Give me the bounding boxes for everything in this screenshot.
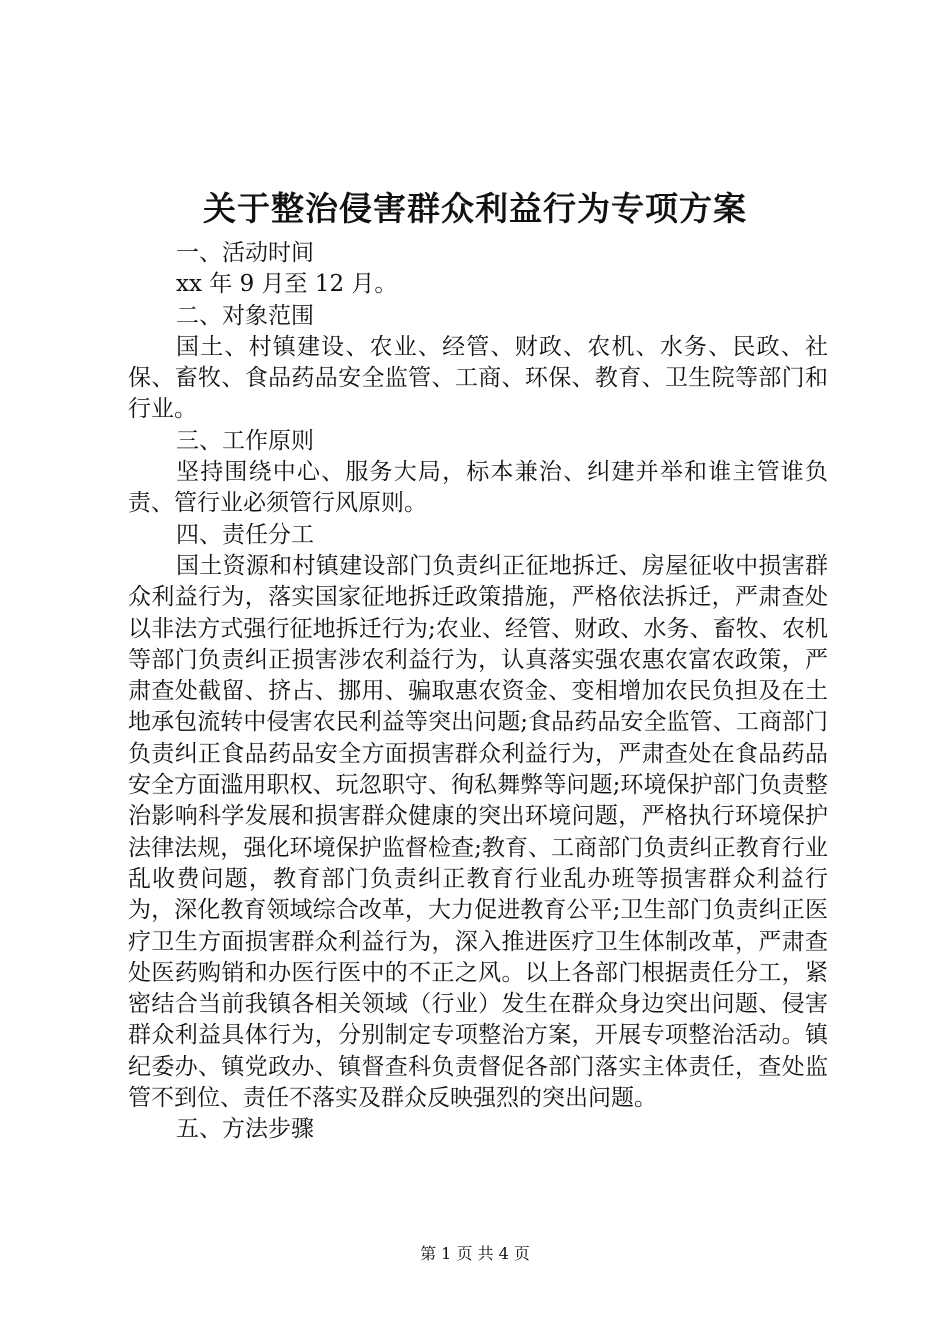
paragraph-activity-time: xx 年 9 月至 12 月。 <box>176 271 398 298</box>
section-heading-methods: 五、方法步骤 <box>176 1116 314 1143</box>
document-title: 关于整治侵害群众利益行为专项方案 <box>203 189 747 228</box>
section-heading-scope: 二、对象范围 <box>176 302 314 329</box>
page-number-footer: 第 1 页 共 4 页 <box>420 1244 530 1263</box>
paragraph-scope: 国土、村镇建设、农业、经管、财政、农机、水务、民政、社保、畜牧、食品药品安全监管、工商、环保、教育、卫生院等部门和行业。 <box>128 333 828 423</box>
section-heading-activity-time: 一、活动时间 <box>176 240 314 266</box>
section-heading-principles: 三、工作原则 <box>176 427 314 454</box>
paragraph-principles: 坚持围绕中心、服务大局，标本兼治、纠建并举和谁主管谁负责、管行业必须管行风原则。 <box>128 459 828 517</box>
paragraph-responsibilities: 国土资源和村镇建设部门负责纠正征地拆迁、房屋征收中损害群众利益行为，落实国家征地拆迁政策措施，严格依法拆迁，严肃查处以非法方式强行征地拆迁行为;农业、经管、财政、水务、畜牧、农机等部门负责纠正损害涉农利益行为，认真落实强农惠农富农政策，严肃查处截留、挤占、挪用、骗取惠农资金、变相增加农民负担及在土地承包流转中侵害农民利益等突出问题;食品药品安全监管、工商部门负责纠正食品药品安全方面损害群众利益行为，严肃查处在食品药品安全方面滥用职权、玩忽职守、徇私舞弊等问题;环境保护部门负责整治影响科学发展和损害群众健康的突出环境问题，严格执行环境保护法律法规，强化环境保护监督检查;教育、工商部门负责纠正教育行业乱收费问题，教育部门负责纠正教育行业乱办班等损害群众利益行为，深化教育领域综合改革，大力促进教育公平;卫生部门负责纠正医疗卫生方面损害群众利益行为，深入推进医疗卫生体制改革，严肃查处医药购销和办医行医中的不正之风。以上各部门根据责任分工，紧密结合当前我镇各相关领域（行业）发生在群众身边突出问题、侵害群众利益具体行为，分别制定专项整治方案，开展专项整治活动。镇纪委办、镇党政办、镇督查科负责督促各部门落实主体责任，查处监管不到位、责任不落实及群众反映强烈的突出问题。 <box>128 552 828 1112</box>
section-heading-responsibilities: 四、责任分工 <box>176 521 314 548</box>
document-body <box>128 238 828 1146</box>
